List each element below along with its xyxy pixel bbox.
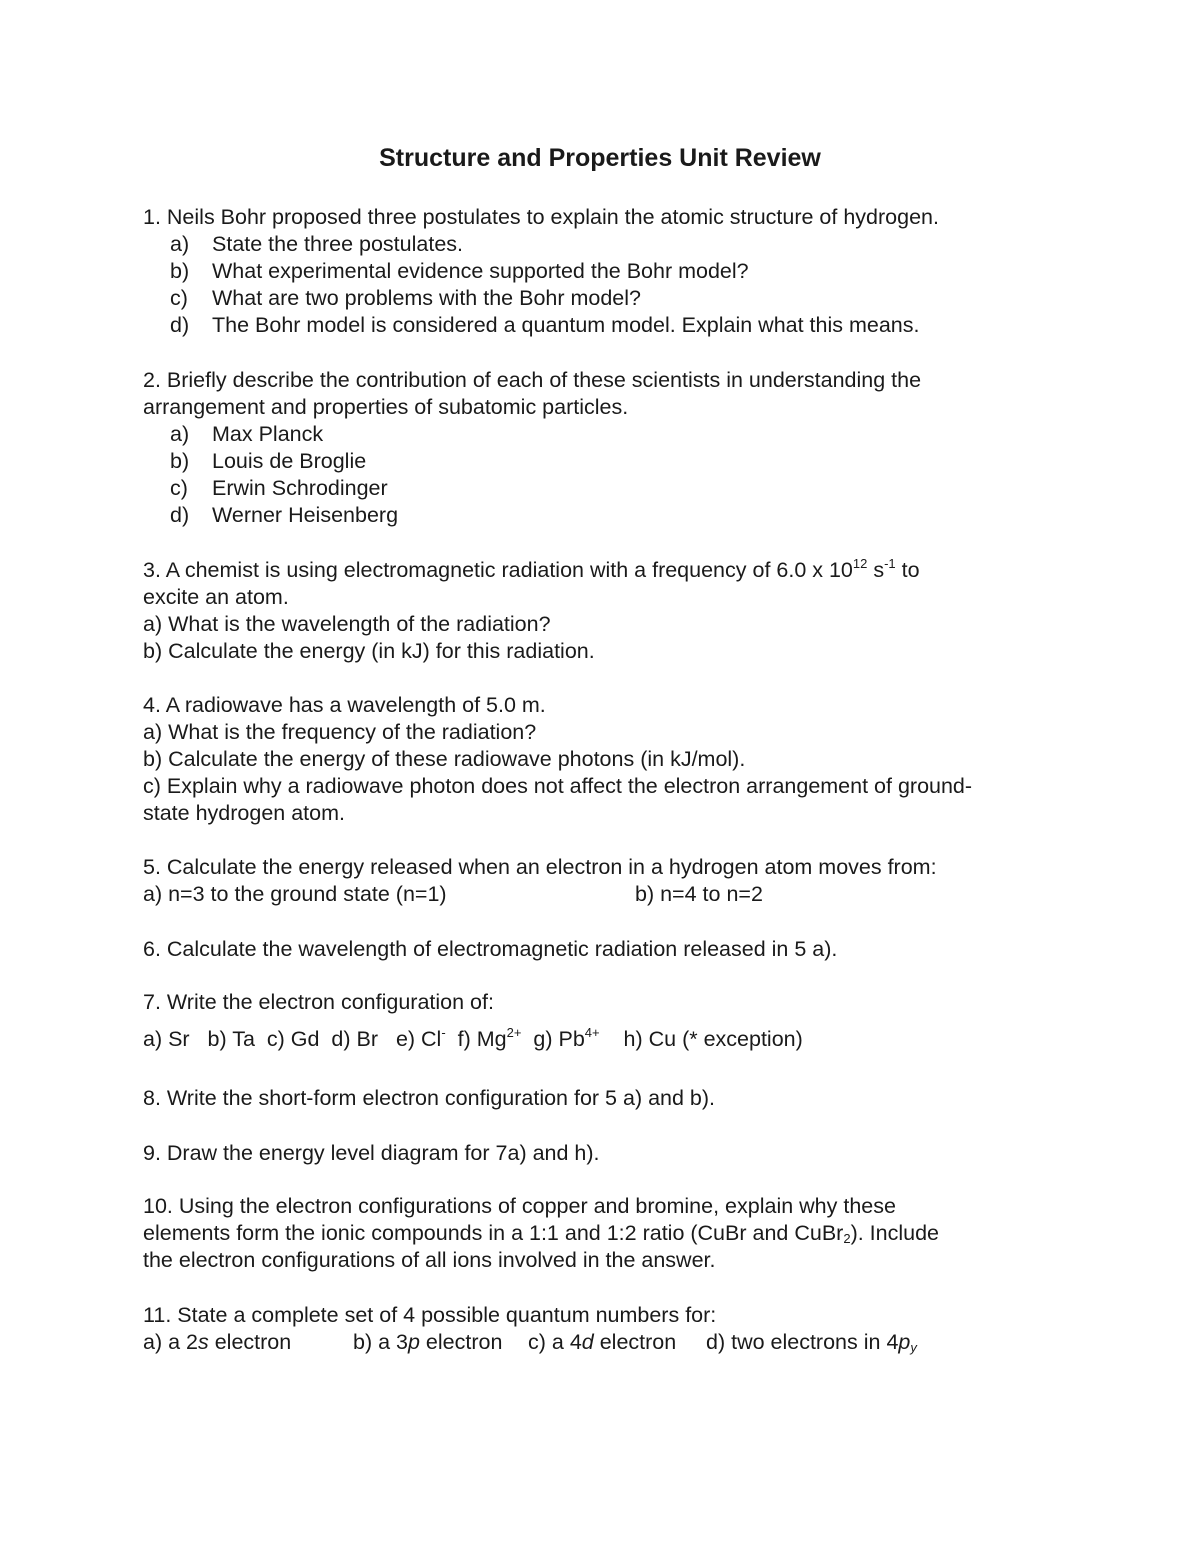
q11-part-a xyxy=(143,1329,291,1356)
q2-part-c xyxy=(170,475,388,502)
q2-part-c-text: Erwin Schrodinger xyxy=(212,476,388,500)
q11-part-b xyxy=(353,1329,502,1356)
q11-stem: 11. State a complete set of 4 possible quantum numbers for: xyxy=(143,1303,717,1327)
q1-part-b xyxy=(170,258,749,285)
q10-line2 xyxy=(143,1220,939,1247)
q7-item-f: f) Mg xyxy=(457,1027,507,1051)
q4-part-c-line1: c) Explain why a radiowave photon does not affect the electron arrangement of ground- xyxy=(143,774,973,798)
q11-part-c-orbital: d xyxy=(581,1330,594,1354)
q11-part-c xyxy=(528,1329,676,1356)
q11-part-a-orbital: s xyxy=(197,1330,209,1354)
q1-part-d xyxy=(170,312,919,339)
q1-part-b-text: What experimental evidence supported the Bohr model? xyxy=(212,259,749,283)
q5-part-a: a) n=3 to the ground state (n=1) xyxy=(143,882,447,906)
q3-stem-line2: excite an atom. xyxy=(143,585,289,609)
q1-part-c xyxy=(170,285,641,312)
q11-part-d xyxy=(706,1329,917,1356)
q3-stem-post: to xyxy=(895,558,920,582)
q2-part-a-text: Max Planck xyxy=(212,422,324,446)
q7-stem: 7. Write the electron configuration of: xyxy=(143,990,494,1014)
q7-item-h: h) Cu (* exception) xyxy=(623,1027,803,1051)
q3-part-b: b) Calculate the energy (in kJ) for this radiation. xyxy=(143,639,595,663)
q11-part-c-post: electron xyxy=(593,1330,677,1354)
q10-line1: 10. Using the electron configurations of copper and bromine, explain why these xyxy=(143,1194,896,1218)
q9-stem: 9. Draw the energy level diagram for 7a) and h). xyxy=(143,1141,600,1165)
q10-line3: the electron configurations of all ions involved in the answer. xyxy=(143,1248,716,1272)
q1-part-c-text: What are two problems with the Bohr model? xyxy=(212,286,642,310)
q1-part-d-text: The Bohr model is considered a quantum model. Explain what this means. xyxy=(212,313,920,337)
q10-line2-pre: elements form the ionic compounds in a 1:1 and 1:2 ratio (CuBr and CuBr xyxy=(143,1221,844,1245)
q10-line2-post: ). Include xyxy=(850,1221,939,1245)
q10-line2-subscript: 2 xyxy=(843,1231,851,1246)
q11-part-b-post: electron xyxy=(419,1330,503,1354)
q7-item-b: b) Ta xyxy=(207,1027,255,1051)
q4-part-c-line2: state hydrogen atom. xyxy=(143,801,345,825)
q11-part-a-post: electron xyxy=(208,1330,292,1354)
q2-part-b xyxy=(170,448,366,475)
q7-item-a: a) Sr xyxy=(143,1027,190,1051)
q11-part-b-pre: b) a 3 xyxy=(353,1330,408,1354)
q2-stem-line1: 2. Briefly describe the contribution of each of these scientists in understanding the xyxy=(143,368,922,392)
q2-part-a xyxy=(170,421,323,448)
q3-part-a: a) What is the wavelength of the radiation? xyxy=(143,612,551,636)
q7-items xyxy=(143,1026,803,1053)
q3-stem-pre: 3. A chemist is using electromagnetic radiation with a frequency of 6.0 x 10 xyxy=(143,558,853,582)
q7-item-e: e) Cl xyxy=(395,1027,442,1051)
q2-part-d-label: d) xyxy=(170,503,190,527)
q7-item-g-charge: 4+ xyxy=(584,1025,600,1040)
q8-stem: 8. Write the short-form electron configuration for 5 a) and b). xyxy=(143,1086,716,1110)
q3-stem xyxy=(143,557,920,584)
q11-part-d-orbital: p xyxy=(898,1330,911,1354)
q2-part-b-text: Louis de Broglie xyxy=(212,449,367,473)
q11-part-c-pre: c) a 4 xyxy=(528,1330,582,1354)
q2-part-a-label: a) xyxy=(170,422,190,446)
q3-stem-exponent-1: 12 xyxy=(852,556,868,571)
q1-part-a-label: a) xyxy=(170,232,190,256)
q2-part-d-text: Werner Heisenberg xyxy=(212,503,399,527)
q5-stem: 5. Calculate the energy released when an electron in a hydrogen atom moves from: xyxy=(143,855,937,879)
page-title: Structure and Properties Unit Review xyxy=(379,144,821,172)
q1-part-a xyxy=(170,231,463,258)
q1-part-a-text: State the three postulates. xyxy=(212,232,463,256)
q4-part-a: a) What is the frequency of the radiation? xyxy=(143,720,537,744)
q4-stem: 4. A radiowave has a wavelength of 5.0 m. xyxy=(143,693,546,717)
q1-part-d-label: d) xyxy=(170,313,190,337)
q1-part-c-label: c) xyxy=(170,286,188,310)
q11-part-a-pre: a) a 2 xyxy=(143,1330,198,1354)
q2-part-d xyxy=(170,502,398,529)
q7-item-e-charge: - xyxy=(441,1025,446,1040)
q7-item-f-charge: 2+ xyxy=(506,1025,522,1040)
q2-stem-line2: arrangement and properties of subatomic particles. xyxy=(143,395,629,419)
q5-part-b: b) n=4 to n=2 xyxy=(635,882,763,906)
q3-stem-mid: s xyxy=(867,558,885,582)
q11-part-d-pre: d) two electrons in 4 xyxy=(706,1330,899,1354)
q11-part-b-orbital: p xyxy=(407,1330,420,1354)
q4-part-b: b) Calculate the energy of these radiowave photons (in kJ/mol). xyxy=(143,747,746,771)
q7-item-g: g) Pb xyxy=(533,1027,585,1051)
q7-item-c: c) Gd xyxy=(266,1027,320,1051)
q1-part-b-label: b) xyxy=(170,259,190,283)
q2-part-c-label: c) xyxy=(170,476,188,500)
q11-part-d-subscript: y xyxy=(910,1340,917,1355)
q7-item-d: d) Br xyxy=(331,1027,379,1051)
q3-stem-exponent-2: -1 xyxy=(884,556,896,571)
q1-stem: 1. Neils Bohr proposed three postulates to explain the atomic structure of hydrogen. xyxy=(143,205,939,229)
q6-stem: 6. Calculate the wavelength of electromagnetic radiation released in 5 a). xyxy=(143,937,838,961)
q2-part-b-label: b) xyxy=(170,449,190,473)
